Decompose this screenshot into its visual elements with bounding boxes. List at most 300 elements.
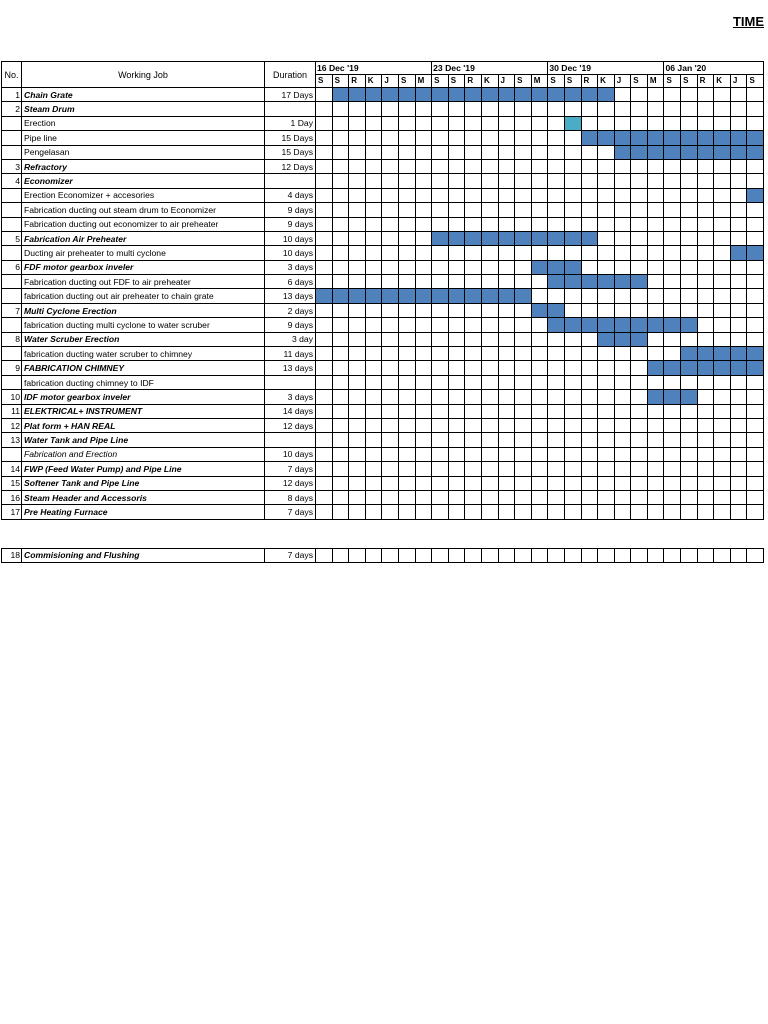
task-name: Chain Grate bbox=[22, 88, 265, 102]
gantt-cell bbox=[631, 303, 648, 317]
gantt-cell bbox=[498, 505, 515, 519]
task-number: 9 bbox=[2, 361, 22, 375]
gantt-cell bbox=[564, 203, 581, 217]
gantt-bar-cell bbox=[681, 390, 698, 404]
gantt-cell bbox=[647, 548, 664, 562]
gantt-cell bbox=[548, 418, 565, 432]
gantt-cell bbox=[614, 217, 631, 231]
task-row bbox=[2, 275, 764, 289]
gantt-cell bbox=[614, 447, 631, 461]
gantt-cell bbox=[515, 447, 532, 461]
gantt-cell bbox=[349, 246, 366, 260]
gantt-cell bbox=[448, 116, 465, 130]
gantt-cell bbox=[714, 418, 731, 432]
gantt-cell bbox=[614, 462, 631, 476]
gantt-cell bbox=[382, 375, 399, 389]
gantt-cell bbox=[382, 275, 399, 289]
gantt-cell bbox=[581, 433, 598, 447]
gantt-cell bbox=[465, 418, 482, 432]
gantt-cell bbox=[747, 332, 764, 346]
gantt-bar-cell bbox=[647, 131, 664, 145]
gantt-bar-cell bbox=[614, 318, 631, 332]
task-duration: 7 days bbox=[265, 462, 316, 476]
gantt-cell bbox=[681, 433, 698, 447]
gantt-cell bbox=[415, 102, 432, 116]
gantt-cell bbox=[730, 260, 747, 274]
gantt-cell bbox=[631, 361, 648, 375]
gantt-cell bbox=[598, 418, 615, 432]
gantt-bar-cell bbox=[631, 131, 648, 145]
gantt-cell bbox=[349, 548, 366, 562]
gantt-cell bbox=[481, 174, 498, 188]
gantt-cell bbox=[631, 217, 648, 231]
task-duration: 8 days bbox=[265, 490, 316, 504]
gantt-bar-cell bbox=[564, 231, 581, 245]
gantt-cell bbox=[714, 375, 731, 389]
gantt-cell bbox=[432, 361, 449, 375]
gantt-cell bbox=[432, 217, 449, 231]
gantt-cell bbox=[531, 188, 548, 202]
gantt-cell bbox=[415, 246, 432, 260]
gantt-cell bbox=[747, 203, 764, 217]
gantt-cell bbox=[681, 260, 698, 274]
gantt-cell bbox=[432, 490, 449, 504]
gantt-cell bbox=[432, 174, 449, 188]
gantt-cell bbox=[332, 418, 349, 432]
gantt-cell bbox=[498, 418, 515, 432]
gantt-cell bbox=[631, 231, 648, 245]
gantt-bar-cell bbox=[581, 231, 598, 245]
gantt-cell bbox=[316, 447, 333, 461]
gantt-cell bbox=[382, 131, 399, 145]
gantt-cell bbox=[697, 390, 714, 404]
gantt-cell bbox=[647, 116, 664, 130]
gantt-cell bbox=[647, 188, 664, 202]
task-duration: 14 days bbox=[265, 404, 316, 418]
gantt-cell bbox=[631, 159, 648, 173]
gantt-cell bbox=[481, 505, 498, 519]
gantt-cell bbox=[548, 347, 565, 361]
gantt-cell bbox=[697, 433, 714, 447]
gantt-cell bbox=[398, 159, 415, 173]
gantt-cell bbox=[415, 332, 432, 346]
task-name: Water Tank and Pipe Line bbox=[22, 433, 265, 447]
gantt-cell bbox=[316, 318, 333, 332]
gantt-cell bbox=[548, 462, 565, 476]
gantt-cell bbox=[631, 260, 648, 274]
gantt-cell bbox=[365, 347, 382, 361]
gantt-cell bbox=[332, 102, 349, 116]
gantt-cell bbox=[531, 390, 548, 404]
gantt-cell bbox=[614, 289, 631, 303]
task-name: fabrication ducting chimney to IDF bbox=[22, 375, 265, 389]
gantt-cell bbox=[548, 332, 565, 346]
gantt-bar-cell bbox=[681, 361, 698, 375]
gantt-cell bbox=[498, 188, 515, 202]
gantt-cell bbox=[316, 390, 333, 404]
task-name: Economizer bbox=[22, 174, 265, 188]
gantt-cell bbox=[681, 447, 698, 461]
task-duration: 15 Days bbox=[265, 145, 316, 159]
gantt-cell bbox=[332, 145, 349, 159]
gantt-cell bbox=[498, 116, 515, 130]
gantt-cell bbox=[531, 490, 548, 504]
gantt-bar-cell bbox=[747, 361, 764, 375]
gantt-cell bbox=[697, 375, 714, 389]
gantt-cell bbox=[316, 260, 333, 274]
gantt-cell bbox=[548, 102, 565, 116]
gantt-cell bbox=[614, 102, 631, 116]
gantt-bar-cell bbox=[448, 88, 465, 102]
task-duration: 13 days bbox=[265, 289, 316, 303]
gantt-cell bbox=[664, 332, 681, 346]
gantt-cell bbox=[465, 318, 482, 332]
gantt-cell bbox=[481, 318, 498, 332]
gantt-cell bbox=[664, 275, 681, 289]
task-name: Pipe line bbox=[22, 131, 265, 145]
gantt-cell bbox=[697, 88, 714, 102]
gantt-cell bbox=[614, 390, 631, 404]
gantt-cell bbox=[598, 116, 615, 130]
gantt-cell bbox=[349, 476, 366, 490]
gantt-cell bbox=[714, 246, 731, 260]
gantt-cell bbox=[531, 433, 548, 447]
gantt-cell bbox=[498, 318, 515, 332]
task-name: Refractory bbox=[22, 159, 265, 173]
gantt-cell bbox=[631, 390, 648, 404]
gantt-cell bbox=[448, 217, 465, 231]
gantt-cell bbox=[614, 418, 631, 432]
task-number: 3 bbox=[2, 159, 22, 173]
task-number: 4 bbox=[2, 174, 22, 188]
gantt-cell bbox=[481, 131, 498, 145]
gantt-cell bbox=[598, 260, 615, 274]
gantt-cell bbox=[365, 275, 382, 289]
gantt-cell bbox=[365, 260, 382, 274]
day-header: K bbox=[598, 75, 615, 88]
gantt-cell bbox=[349, 390, 366, 404]
gantt-bar-cell bbox=[598, 318, 615, 332]
gantt-cell bbox=[465, 548, 482, 562]
gantt-cell bbox=[316, 116, 333, 130]
gantt-cell bbox=[647, 332, 664, 346]
gantt-bar-cell bbox=[697, 145, 714, 159]
task-name: Pre Heating Furnace bbox=[22, 505, 265, 519]
gantt-cell bbox=[647, 433, 664, 447]
gantt-cell bbox=[448, 462, 465, 476]
gantt-cell bbox=[498, 490, 515, 504]
gantt-cell bbox=[432, 116, 449, 130]
gantt-cell bbox=[697, 174, 714, 188]
gantt-cell bbox=[515, 462, 532, 476]
gantt-bar-cell bbox=[714, 131, 731, 145]
gantt-cell bbox=[448, 433, 465, 447]
task-name: IDF motor gearbox inveler bbox=[22, 390, 265, 404]
gantt-cell bbox=[415, 433, 432, 447]
gantt-cell bbox=[697, 289, 714, 303]
gantt-cell bbox=[647, 462, 664, 476]
gantt-cell bbox=[382, 404, 399, 418]
gantt-cell bbox=[515, 131, 532, 145]
gantt-cell bbox=[598, 217, 615, 231]
gantt-cell bbox=[398, 318, 415, 332]
gantt-cell bbox=[647, 375, 664, 389]
gantt-cell bbox=[465, 347, 482, 361]
gantt-cell bbox=[448, 490, 465, 504]
day-header: K bbox=[481, 75, 498, 88]
task-name: Softener Tank and Pipe Line bbox=[22, 476, 265, 490]
gantt-cell bbox=[614, 347, 631, 361]
gantt-cell bbox=[647, 303, 664, 317]
gantt-bar-cell bbox=[332, 289, 349, 303]
task-name: Fabrication ducting out economizer to air preheater bbox=[22, 217, 265, 231]
task-name: Ducting air preheater to multi cyclone bbox=[22, 246, 265, 260]
task-duration: 7 days bbox=[265, 505, 316, 519]
gantt-cell bbox=[647, 246, 664, 260]
gantt-cell bbox=[316, 217, 333, 231]
gantt-cell bbox=[614, 490, 631, 504]
gantt-cell bbox=[332, 490, 349, 504]
gantt-cell bbox=[747, 231, 764, 245]
gantt-cell bbox=[515, 159, 532, 173]
task-number bbox=[2, 318, 22, 332]
gantt-cell bbox=[681, 116, 698, 130]
gantt-cell bbox=[448, 418, 465, 432]
gantt-cell bbox=[631, 462, 648, 476]
gantt-cell bbox=[515, 418, 532, 432]
gantt-cell bbox=[681, 174, 698, 188]
gantt-cell bbox=[398, 275, 415, 289]
gantt-cell bbox=[415, 375, 432, 389]
day-header: J bbox=[382, 75, 399, 88]
gantt-cell bbox=[531, 505, 548, 519]
header-no: No. bbox=[2, 62, 22, 88]
gantt-cell bbox=[415, 145, 432, 159]
gantt-cell bbox=[531, 246, 548, 260]
gantt-cell bbox=[548, 116, 565, 130]
gantt-cell bbox=[398, 476, 415, 490]
gantt-cell bbox=[332, 303, 349, 317]
day-header: S bbox=[432, 75, 449, 88]
gantt-bar-cell bbox=[647, 390, 664, 404]
gantt-cell bbox=[664, 462, 681, 476]
gantt-cell bbox=[465, 246, 482, 260]
gantt-cell bbox=[730, 188, 747, 202]
gantt-cell bbox=[498, 246, 515, 260]
gantt-cell bbox=[415, 217, 432, 231]
gantt-cell bbox=[614, 505, 631, 519]
gantt-cell bbox=[614, 116, 631, 130]
gantt-cell bbox=[448, 332, 465, 346]
gantt-cell bbox=[465, 505, 482, 519]
day-header: S bbox=[332, 75, 349, 88]
gantt-cell bbox=[664, 505, 681, 519]
week-header: 23 Dec '19 bbox=[432, 62, 548, 75]
gantt-bar-cell bbox=[515, 88, 532, 102]
gantt-cell bbox=[647, 289, 664, 303]
gantt-cell bbox=[598, 433, 615, 447]
gantt-cell bbox=[365, 131, 382, 145]
gantt-cell bbox=[382, 361, 399, 375]
gantt-cell bbox=[631, 188, 648, 202]
gantt-cell bbox=[730, 231, 747, 245]
gantt-cell bbox=[332, 159, 349, 173]
gantt-bar-cell bbox=[747, 131, 764, 145]
gantt-cell bbox=[581, 347, 598, 361]
gantt-cell bbox=[382, 548, 399, 562]
task-duration: 3 days bbox=[265, 390, 316, 404]
gantt-cell bbox=[481, 303, 498, 317]
gantt-cell bbox=[631, 433, 648, 447]
gantt-cell bbox=[349, 217, 366, 231]
gantt-cell bbox=[415, 476, 432, 490]
gantt-cell bbox=[548, 159, 565, 173]
gantt-cell bbox=[365, 318, 382, 332]
task-row bbox=[2, 375, 764, 389]
gantt-bar-cell bbox=[432, 289, 449, 303]
gantt-cell bbox=[730, 203, 747, 217]
gantt-bar-cell bbox=[614, 332, 631, 346]
gantt-cell bbox=[481, 217, 498, 231]
task-row-final bbox=[2, 548, 764, 562]
task-number bbox=[2, 447, 22, 461]
task-number: 14 bbox=[2, 462, 22, 476]
gantt-cell bbox=[730, 548, 747, 562]
gantt-cell bbox=[332, 260, 349, 274]
gantt-cell bbox=[515, 433, 532, 447]
task-row bbox=[2, 188, 764, 202]
gantt-bar-cell bbox=[564, 260, 581, 274]
gantt-cell bbox=[415, 203, 432, 217]
gantt-cell bbox=[481, 404, 498, 418]
gantt-cell bbox=[515, 246, 532, 260]
gantt-cell bbox=[316, 490, 333, 504]
gantt-bar-cell bbox=[465, 88, 482, 102]
gantt-cell bbox=[598, 548, 615, 562]
gantt-bar-cell bbox=[564, 88, 581, 102]
gantt-cell bbox=[548, 145, 565, 159]
task-duration bbox=[265, 433, 316, 447]
gantt-cell bbox=[581, 217, 598, 231]
gantt-cell bbox=[647, 505, 664, 519]
day-header: S bbox=[747, 75, 764, 88]
gantt-cell bbox=[598, 390, 615, 404]
gantt-cell bbox=[598, 361, 615, 375]
gantt-cell bbox=[531, 476, 548, 490]
gantt-cell bbox=[365, 548, 382, 562]
gantt-cell bbox=[681, 231, 698, 245]
gantt-cell bbox=[382, 318, 399, 332]
gantt-cell bbox=[730, 404, 747, 418]
gantt-cell bbox=[515, 332, 532, 346]
gantt-cell bbox=[664, 476, 681, 490]
gantt-cell bbox=[498, 433, 515, 447]
gantt-cell bbox=[448, 275, 465, 289]
gantt-cell bbox=[681, 476, 698, 490]
gantt-cell bbox=[730, 174, 747, 188]
gantt-cell bbox=[564, 433, 581, 447]
day-header: R bbox=[581, 75, 598, 88]
day-header: S bbox=[681, 75, 698, 88]
gantt-cell bbox=[714, 318, 731, 332]
gantt-cell bbox=[332, 433, 349, 447]
gantt-cell bbox=[365, 505, 382, 519]
gantt-cell bbox=[398, 361, 415, 375]
gantt-cell bbox=[564, 490, 581, 504]
gantt-cell bbox=[714, 303, 731, 317]
gantt-cell bbox=[498, 303, 515, 317]
gantt-cell bbox=[448, 131, 465, 145]
task-number: 17 bbox=[2, 505, 22, 519]
gantt-cell bbox=[382, 447, 399, 461]
task-duration: 12 days bbox=[265, 418, 316, 432]
gantt-cell bbox=[614, 188, 631, 202]
gantt-cell bbox=[631, 404, 648, 418]
gantt-bar-cell bbox=[432, 231, 449, 245]
gantt-cell bbox=[647, 88, 664, 102]
gantt-bar-cell bbox=[548, 88, 565, 102]
gantt-bar-cell bbox=[664, 145, 681, 159]
task-name: Multi Cyclone Erection bbox=[22, 303, 265, 317]
gantt-cell bbox=[398, 303, 415, 317]
gantt-bar-cell bbox=[531, 231, 548, 245]
gantt-bar-cell bbox=[581, 318, 598, 332]
gantt-cell bbox=[415, 116, 432, 130]
task-name: Water Scruber Erection bbox=[22, 332, 265, 346]
gantt-cell bbox=[564, 217, 581, 231]
task-name: fabrication ducting multi cyclone to water scruber bbox=[22, 318, 265, 332]
task-duration: 9 days bbox=[265, 217, 316, 231]
gantt-cell bbox=[548, 217, 565, 231]
gantt-cell bbox=[332, 217, 349, 231]
gantt-bar-cell bbox=[664, 361, 681, 375]
task-row bbox=[2, 332, 764, 346]
gantt-cell bbox=[697, 490, 714, 504]
gantt-cell bbox=[415, 404, 432, 418]
task-name: Plat form + HAN REAL bbox=[22, 418, 265, 432]
gantt-cell bbox=[465, 275, 482, 289]
gantt-cell bbox=[531, 361, 548, 375]
gantt-cell bbox=[614, 375, 631, 389]
gantt-cell bbox=[548, 203, 565, 217]
gantt-cell bbox=[365, 231, 382, 245]
task-name: Fabrication ducting out FDF to air preheater bbox=[22, 275, 265, 289]
gantt-bar-cell bbox=[631, 332, 648, 346]
gantt-cell bbox=[349, 332, 366, 346]
gantt-bar-cell bbox=[581, 275, 598, 289]
gantt-bar-cell bbox=[631, 145, 648, 159]
gantt-cell bbox=[714, 174, 731, 188]
gantt-cell bbox=[747, 289, 764, 303]
gantt-cell bbox=[681, 505, 698, 519]
gantt-cell bbox=[498, 390, 515, 404]
day-header: J bbox=[614, 75, 631, 88]
gantt-cell bbox=[415, 174, 432, 188]
gantt-bar-cell bbox=[415, 289, 432, 303]
task-duration: 10 days bbox=[265, 447, 316, 461]
gantt-cell bbox=[714, 217, 731, 231]
gantt-cell bbox=[448, 102, 465, 116]
task-number: 16 bbox=[2, 490, 22, 504]
gantt-cell bbox=[531, 131, 548, 145]
gantt-cell bbox=[382, 390, 399, 404]
gantt-cell bbox=[681, 303, 698, 317]
gantt-bar-cell bbox=[730, 131, 747, 145]
gantt-cell bbox=[697, 231, 714, 245]
gantt-cell bbox=[382, 433, 399, 447]
gantt-cell bbox=[398, 246, 415, 260]
gantt-cell bbox=[548, 188, 565, 202]
